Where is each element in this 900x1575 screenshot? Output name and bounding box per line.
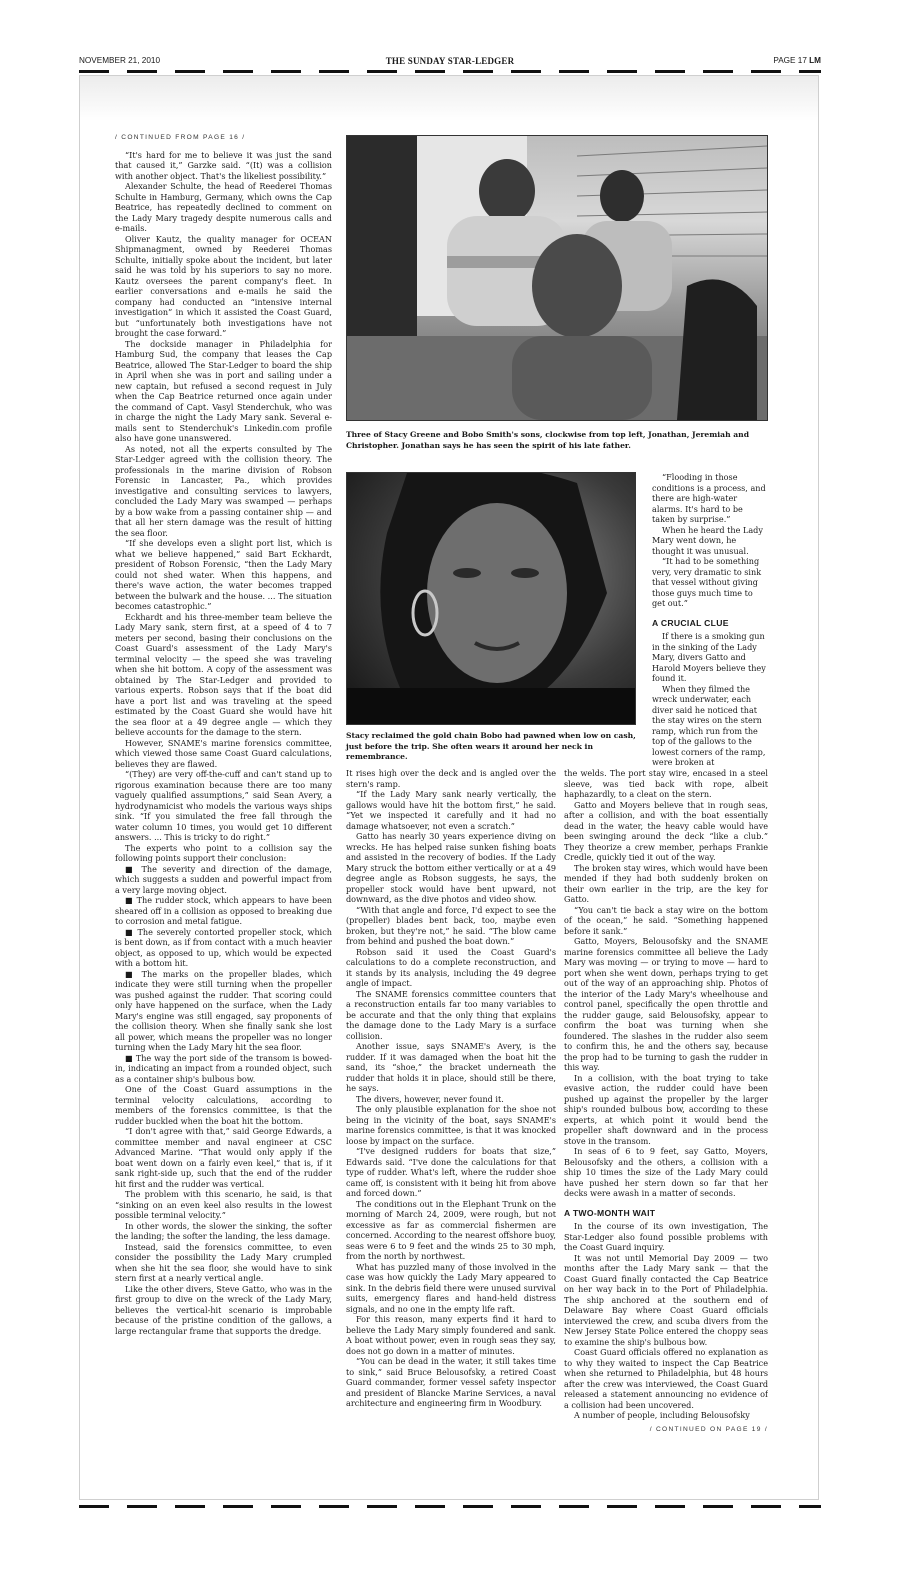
bullet-item: ■ The severely contorted propeller stock, which is bent down, as if from contact with a much heavier object, as opposed to up, which would be expected with a bottom hit. <box>115 926 332 968</box>
photo-three-sons <box>346 135 768 421</box>
paragraph: “If the Lady Mary sank nearly vertically, the gallows would have hit the bottom first,” he said. “Yet we inspected it carefully and it had no damage whatsoever, not even a scratch.” <box>346 789 556 831</box>
paragraph: “With that angle and force, I'd expect to see the (propeller) blades bent back, too, maybe even broken, but they're not,” he said. “The blow came from behind and pushed the boat down.” <box>346 904 556 946</box>
continued-on-jump: / CONTINUED ON PAGE 19 / <box>649 1425 768 1433</box>
page-number <box>773 56 821 65</box>
page-number-label: PAGE 17 <box>773 56 807 65</box>
paragraph: In the course of its own investigation, The Star-Ledger also found possible problems with the Coast Guard inquiry. <box>564 1221 768 1252</box>
paragraph: The SNAME forensics committee counters that a reconstruction entails far too many variables to be accurate and that the only thing that explains the damage done to the Lady Mary is a surface collision. <box>346 988 556 1041</box>
paragraph: Robson said it used the Coast Guard's calculations to do a complete reconstruction, and it stands by its analysis, including the 49 degree angle of impact. <box>346 946 556 988</box>
article-column-3 <box>564 768 768 1458</box>
paragraph: Eckhardt and his three-member team believe the Lady Mary sank, stern first, at a speed of 4 to 7 meters per second, basing their conclusions on the Coast Guard's assessment of the Lady Mary's terminal velocity — the speed she was traveling when she hit bottom. A copy of the assessment was obtained by The Star-Ledger and provided to various experts. Robson says that if the boat did have a port list and was traveling at the speed estimated by the Coast Guard she would have hit the sea floor at a 49 degree angle — which they believe accounts for the damage to the stern. <box>115 611 332 737</box>
paragraph: One of the Coast Guard assumptions in the terminal velocity calculations, according to members of the forensics committee, is that the rudder buckled when the boat hit the bottom. <box>115 1084 332 1126</box>
bottom-dashed-rule <box>79 1505 821 1508</box>
photo-three-sons-caption: Three of Stacy Greene and Bobo Smith's sons, clockwise from top left, Jonathan, Jeremiah and Christopher. Jonathan says he has seen the spirit of his late father. <box>346 430 750 450</box>
paragraph: Gatto and Moyers believe that in rough seas, after a collision, and with the boat essentially dead in the water, the heavy cable would have been swinging around the deck “like a club.” They theorize a crew member, perhaps Frankie Credle, quickly tied it out of the way. <box>564 799 768 862</box>
paragraph: “I don't agree with that,” said George Edwards, a committee member and naval engineer at CSC Advanced Marine. “That would only apply if the boat went down on a fairly even keel,” that is, if it sank right-side up, such that the end of the rudder hit first and the rudder was vertical. <box>115 1126 332 1189</box>
issue-date: NOVEMBER 21, 2010 <box>79 56 161 65</box>
subhead-crucial-clue: A CRUCIAL CLUE <box>652 617 729 628</box>
paragraph: If there is a smoking gun in the sinking of the Lady Mary, divers Gatto and Harold Moyers believe they found it. <box>652 631 766 683</box>
shutter <box>347 136 417 366</box>
paragraph: the welds. The port stay wire, encased in a steel sleeve, was tied back with rope, albeit haphazardly, to a cleat on the stern. <box>564 768 768 799</box>
paragraph: A number of people, including Belousofsky <box>574 1410 750 1420</box>
page-section-code: LM <box>809 56 821 65</box>
face <box>427 503 567 683</box>
paragraph: Instead, said the forensics committee, to even consider the possibility the Lady Mary crumpled when she hit the sea floor, she would have to sink stern first at a nearly vertical angle. <box>115 1241 332 1283</box>
paragraph: Coast Guard officials offered no explanation as to why they waited to inspect the Cap Beatrice when she returned to Philadelphia, but 48 hours after the crew was interviewed, the Coast Guard released a statement announcing no evidence of a collision had been uncovered. <box>564 1347 768 1410</box>
bullet-item: ■ The rudder stock, which appears to have been sheared off in a collision as opposed to breaking due to corrosion and metal fatigue. <box>115 895 332 926</box>
eye-right <box>511 568 539 578</box>
paragraph: “You can't tie back a stay wire on the bottom of the ocean,” he said. “Something happened before it sank.” <box>564 904 768 936</box>
paragraph: “You can be dead in the water, it still takes time to sink,” said Bruce Belousofsky, a retired Coast Guard commander, former vessel safety inspector and president of Blancke Marine Services, a naval architecture and engineering firm in Woodbury. <box>346 1356 556 1408</box>
paragraph: Gatto has nearly 30 years experience diving on wrecks. He has helped raise sunken fishing boats and assisted in the recovery of bodies. If the Lady Mary struck the bottom either vertically or at a 49 degree angle as Robson suggests, he says, the propeller stock would have bent upward, not downward, as the dive photos and video show. <box>346 831 556 904</box>
paragraph: Gatto, Moyers, Belousofsky and the SNAME marine forensics committee all believe the Lady Mary was moving — or trying to move — hard to port when she went down, perhaps trying to get out of the way of an approaching ship. Photos of the interior of the Lady Mary's wheelhouse and control panel, specifically the open throttle and the rudder gauge, said Belousofsky, appear to confirm the boat was turning when she foundered. The slashes in the rudder also seem to confirm this, he and the others say, because the prop had to be turning to gash the rudder in this way. <box>564 936 768 1072</box>
bullet-item: ■ The severity and direction of the damage, which suggests a sudden and powerful impact from a very large moving object. <box>115 863 332 895</box>
masthead <box>79 56 821 68</box>
paragraph: The experts who point to a collision say the following points support their conclusion: <box>115 842 332 863</box>
paragraph: The dockside manager in Philadelphia for Hamburg Sud, the company that leases the Cap Beatrice, allowed The Star-Ledger to board the ship in April when she was in port and sailing under a new captain, but refused a second request in July when the Cap Beatrice returned once again under the command of Capt. Vasyl Stenderchuk, who was in charge the night the Lady Mary sank. Several e-mails sent to Stenderchuk's Linkedin.com profile also have gone unanswered. <box>115 338 332 443</box>
top-dashed-rule <box>79 70 821 73</box>
paragraph: The divers, however, never found it. <box>356 1093 504 1104</box>
paragraph: The only plausible explanation for the shoe not being in the vicinity of the boat, says SNAME's marine forensics committee, is that it was knocked loose by impact on the surface. <box>346 1104 556 1146</box>
paragraph: In seas of 6 to 9 feet, say Gatto, Moyers, Belousofsky and the others, a collision with a ship 10 times the size of the Lady Mary could have pushed her stern down so far that her decks were awash in a matter of seconds. <box>564 1146 768 1198</box>
article-column-2 <box>346 768 556 1458</box>
paragraph: As noted, not all the experts consulted by The Star-Ledger agreed with the collision theory. The professionals in the marine division of Robson Forensic in Lancaster, Pa., which provides investigative and consulting services to lawyers, concluded the Lady Mary was swamped — perhaps by a bow wake from a passing container ship — and that all her stern damage was the result of hitting the sea floor. <box>115 443 332 538</box>
paragraph: “I've designed rudders for boats that size,” Edwards said. “I've done the calculations for that type of rudder. What's left, where the rudder shoe came off, is consistent with it being hit from above and forced down.” <box>346 1146 556 1198</box>
paragraph: “Flooding in those conditions is a process, and there are high-water alarms. It's hard to be taken by surprise.” <box>652 472 766 524</box>
paragraph: When they filmed the wreck underwater, each diver said he noticed that the stay wires on the stern ramp, which run from the top of the gallows to the lowest corners of the ramp, were broken at <box>652 683 766 767</box>
shirt <box>347 688 635 724</box>
photo-stacy-greene-caption: Stacy reclaimed the gold chain Bobo had pawned when low on cash, just before the trip. She often wears it around her neck in remembrance. <box>346 731 636 761</box>
paragraph: Like the other divers, Steve Gatto, who was in the first group to dive on the wreck of the Lady Mary, believes the vertical-hit scenario is improbable because of the pristine condition of the gallows, a large rectangular frame that supports the dredge. <box>115 1283 332 1336</box>
bullet-item: ■ The marks on the propeller blades, which indicate they were still turning when the propeller was pushed against the rudder. That scoring could only have happened on the surface, when the Lady Mary's engine was still engaged, say proponents of the collision theory. When she finally sank she lost all power, which means the propeller was no longer turning when the Lady Mary hit the sea floor. <box>115 968 332 1052</box>
bullet-item: ■ The way the port side of the transom is bowed-in, indicating an impact from a rounded object, such as a container ship's bulbous bow. <box>115 1052 332 1084</box>
paragraph: However, SNAME's marine forensics committee, which viewed those same Coast Guard calculations, believes they are flawed. <box>115 737 332 769</box>
paragraph: In a collision, with the boat trying to take evasive action, the rudder could have been pushed up against the propeller by the larger ship's rounded bulbous bow, according to these experts, at which point it would bend the propeller shaft downward and in the process stove in the transom. <box>564 1072 768 1146</box>
paragraph: What has puzzled many of those involved in the case was how quickly the Lady Mary appeared to sink. In the debris field there were unused survival suits, emergency flares and hand-held distress signals, and no one in the empty life raft. <box>346 1261 556 1314</box>
article-column-1 <box>115 133 332 1463</box>
paragraph: Oliver Kautz, the quality manager for OCEAN Shipmanagment, owned by Reederei Thomas Schulte, initially spoke about the incident, but later said he was told by his superiors to say no more. Kautz oversees the parent company's fleet. In earlier conversations and e-mails he said the company had conducted an “intensive internal investigation” in which it assisted the Coast Guard, but “unfortunately both investigations have not brought the case forward.” <box>115 233 332 338</box>
paragraph: In other words, the slower the sinking, the softer the landing; the softer the landing, the less damage. <box>115 1220 332 1241</box>
paragraph: When he heard the Lady Mary went down, he thought it was unusual. <box>652 524 763 556</box>
photo-stacy-greene <box>346 472 636 725</box>
paragraph: The broken stay wires, which would have been mended if they had both suddenly broken on their own earlier in the trip, are the key for Gatto. <box>564 862 768 904</box>
paragraph: “It's hard for me to believe it was just the sand that caused it,” Garzke said. “(It) was a collision with another object. That's the likeliest possibility.” <box>115 149 332 181</box>
paragraph: The conditions out in the Elephant Trunk on the morning of March 24, 2009, were rough, but not excessive as far as commercial fishermen are concerned. According to the nearest offshore buoy, seas were 6 to 9 feet and the winds 25 to 30 mph, from the north by northwest. <box>346 1198 556 1261</box>
paragraph: Another issue, says SNAME's Avery, is the rudder. If it was damaged when the boat hit the sand, its “shoe,” the bracket underneath the rudder that holds it in place, should still be there, he says. <box>346 1041 556 1093</box>
paragraph: “(They) are very off-the-cuff and can't stand up to rigorous examination because there are too many vaguely qualified assumptions,” said Sean Avery, a hydrodynamicist who models the various ways ships sink. “If you simulated the free fall through the water column 10 times, you would get 10 different answers. ... This is tricky to do right.” <box>115 769 332 842</box>
newspaper-name: THE SUNDAY STAR-LEDGER <box>385 56 515 66</box>
paragraph: It rises high over the deck and is angled over the stern's ramp. <box>346 768 556 789</box>
paragraph: The problem with this scenario, he said, is that “sinking on an even keel also results in the lowest possible terminal velocity.” <box>115 1189 332 1220</box>
paragraph: Alexander Schulte, the head of Reederei Thomas Schulte in Hamburg, Germany, which owns the Cap Beatrice, has repeatedly declined to comment on the Lady Mary tragedy despite numerous calls and e-mails. <box>115 181 332 233</box>
subhead-two-month-wait: A TWO-MONTH WAIT <box>564 1207 656 1218</box>
porch-chair <box>677 279 757 420</box>
article-column-sidebar <box>652 472 768 768</box>
eye-left <box>453 568 481 578</box>
paragraph: “It had to be something very, very dramatic to sink that vessel without giving those guys much time to get out.” <box>652 556 762 608</box>
paragraph: For this reason, many experts find it hard to believe the Lady Mary simply foundered and sank. A boat without power, even in rough seas they say, does not go down in a matter of minutes. <box>346 1314 556 1356</box>
paragraph: It was not until Memorial Day 2009 — two months after the Lady Mary sank — that the Coast Guard finally contacted the Cap Beatrice on her way back in to the Port of Philadelphia. The ship anchored at the southern end of Delaware Bay where Coast Guard officials interviewed the crew, and scuba divers from the New Jersey State Police entered the choppy seas to examine the ship's bulbous bow. <box>564 1252 768 1347</box>
paragraph: “If she develops even a slight port list, which is what we believe happened,” said Bart Eckhardt, president of Robson Forensic, “then the Lady Mary could not shed water. When this happens, and there's wave action, the water becomes trapped between the bulwark and the house. ... The situation becomes catastrophic.” <box>115 538 332 611</box>
photo-three-sons-illustration <box>347 136 767 420</box>
continued-from-jump: / CONTINUED FROM PAGE 16 / <box>115 134 246 141</box>
photo-stacy-greene-illustration <box>347 473 635 724</box>
